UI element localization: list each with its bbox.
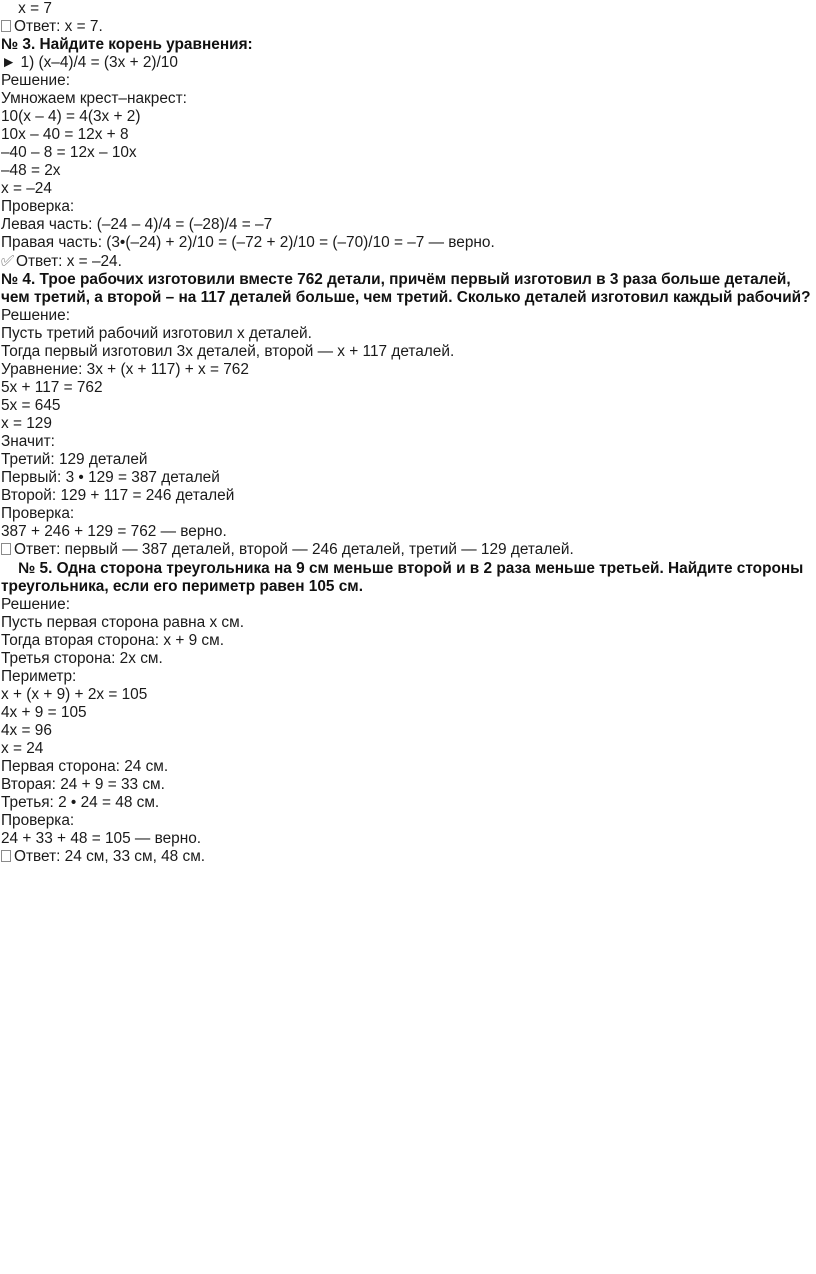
line-text: Ответ: x = 7. — [14, 18, 103, 35]
line-text: Ответ: x = –24. — [16, 253, 122, 270]
text-line — [1, 162, 814, 180]
text-line — [1, 740, 814, 758]
checkmark-icon: ✅︎ — [1, 252, 15, 270]
line-text: 5x + 117 = 762 — [1, 379, 103, 396]
text-line — [1, 469, 814, 487]
line-text: Третья сторона: 2x см. — [1, 650, 163, 667]
line-text: Левая часть: (–24 – 4)/4 = (–28)/4 = –7 — [1, 216, 273, 233]
line-text: x = 24 — [1, 740, 44, 757]
text-line — [1, 90, 814, 108]
line-text: 10x – 40 = 12x + 8 — [1, 126, 129, 143]
line-text: Пусть первая сторона равна x см. — [1, 614, 244, 631]
line-text: 387 + 246 + 129 = 762 — верно. — [1, 523, 227, 540]
text-line — [1, 704, 814, 722]
text-line — [1, 596, 814, 614]
task-heading — [1, 560, 814, 596]
text-line — [1, 108, 814, 126]
text-line — [1, 632, 814, 650]
line-text: Тогда первый изготовил 3x деталей, второй — x + 117 деталей. — [1, 343, 455, 360]
text-line — [1, 650, 814, 668]
text-line — [1, 668, 814, 686]
line-text: Проверка: — [1, 198, 75, 215]
text-line — [1, 686, 814, 704]
line-text: Первая сторона: 24 см. — [1, 758, 169, 775]
line-text: Второй: 129 + 117 = 246 деталей — [1, 487, 235, 504]
line-text: ► 1) (x–4)/4 = (3x + 2)/10 — [1, 54, 178, 71]
line-text: Пусть третий рабочий изготовил x деталей. — [1, 325, 312, 342]
line-text: Проверка: — [1, 812, 75, 829]
text-line — [1, 830, 814, 848]
line-text: 5x = 645 — [1, 397, 61, 414]
line-text: № 3. Найдите корень уравнения: — [1, 36, 253, 53]
text-line — [1, 794, 814, 812]
text-line — [1, 216, 814, 234]
text-line — [1, 722, 814, 740]
missing-glyph-icon — [1, 543, 11, 555]
line-text: Уравнение: 3x + (x + 117) + x = 762 — [1, 361, 249, 378]
text-line — [1, 614, 814, 632]
text-line — [1, 144, 814, 162]
line-text: –40 – 8 = 12x – 10x — [1, 144, 137, 161]
line-text: Умножаем крест–накрест: — [1, 90, 187, 107]
text-line — [1, 361, 814, 379]
line-text: x = –24 — [1, 180, 52, 197]
line-text: x + (x + 9) + 2x = 105 — [1, 686, 148, 703]
text-line — [1, 433, 814, 451]
text-line — [1, 848, 814, 866]
line-text: Решение: — [1, 596, 70, 613]
line-text: Правая часть: (3•(–24) + 2)/10 = (–72 + 2)/10 = (–70)/10 = –7 — верно. — [1, 234, 495, 251]
text-line — [1, 54, 814, 72]
text-line — [1, 180, 814, 198]
text-line — [1, 198, 814, 216]
line-text: Ответ: 24 см, 33 см, 48 см. — [14, 848, 206, 865]
text-line — [1, 126, 814, 144]
text-line — [1, 758, 814, 776]
line-text: Вторая: 24 + 9 = 33 см. — [1, 776, 165, 793]
missing-glyph-icon — [1, 20, 11, 32]
missing-glyph-icon — [1, 850, 11, 862]
text-line — [1, 379, 814, 397]
line-text: –48 = 2x — [1, 162, 61, 179]
text-line — [1, 234, 814, 252]
line-text: x = 129 — [1, 415, 52, 432]
line-text: 10(x – 4) = 4(3x + 2) — [1, 108, 141, 125]
text-line — [1, 0, 814, 18]
line-text: 4x + 9 = 105 — [1, 704, 87, 721]
text-line — [1, 541, 814, 559]
line-text: Тогда вторая сторона: x + 9 см. — [1, 632, 224, 649]
line-text: Третий: 129 деталей — [1, 451, 148, 468]
line-text: № 5. Одна сторона треугольника на 9 см меньше второй и в 2 раза меньше третьей. Найдите стороны треугольника, если его периметр равен 105 см. — [1, 560, 808, 595]
line-text: 4x = 96 — [1, 722, 52, 739]
line-text: Периметр: — [1, 668, 77, 685]
text-line — [1, 397, 814, 415]
line-text: x = 7 — [1, 0, 52, 17]
line-text: Третья: 2 • 24 = 48 см. — [1, 794, 160, 811]
text-line — [1, 812, 814, 830]
text-line — [1, 776, 814, 794]
line-text: Значит: — [1, 433, 55, 450]
line-text: Решение: — [1, 72, 70, 89]
text-line — [1, 72, 814, 90]
task-heading — [1, 36, 814, 54]
text-line — [1, 451, 814, 469]
text-line — [1, 487, 814, 505]
text-line — [1, 325, 814, 343]
text-line — [1, 307, 814, 325]
text-line — [1, 505, 814, 523]
text-line — [1, 343, 814, 361]
line-text: № 4. Трое рабочих изготовили вместе 762 детали, причём первый изготовил в 3 раза больше деталей, чем третий, а второй – на 117 деталей больше, чем третий. Сколько деталей изготовил каждый рабочий? — [1, 271, 811, 306]
text-line — [1, 415, 814, 433]
line-text: 24 + 33 + 48 = 105 — верно. — [1, 830, 202, 847]
line-text: Первый: 3 • 129 = 387 деталей — [1, 469, 220, 486]
text-line — [1, 252, 814, 271]
line-text: Ответ: первый — 387 деталей, второй — 246 деталей, третий — 129 деталей. — [14, 541, 574, 558]
text-line — [1, 523, 814, 541]
line-text: Решение: — [1, 307, 70, 324]
task-heading — [1, 271, 814, 307]
line-text: Проверка: — [1, 505, 75, 522]
text-line — [1, 18, 814, 36]
